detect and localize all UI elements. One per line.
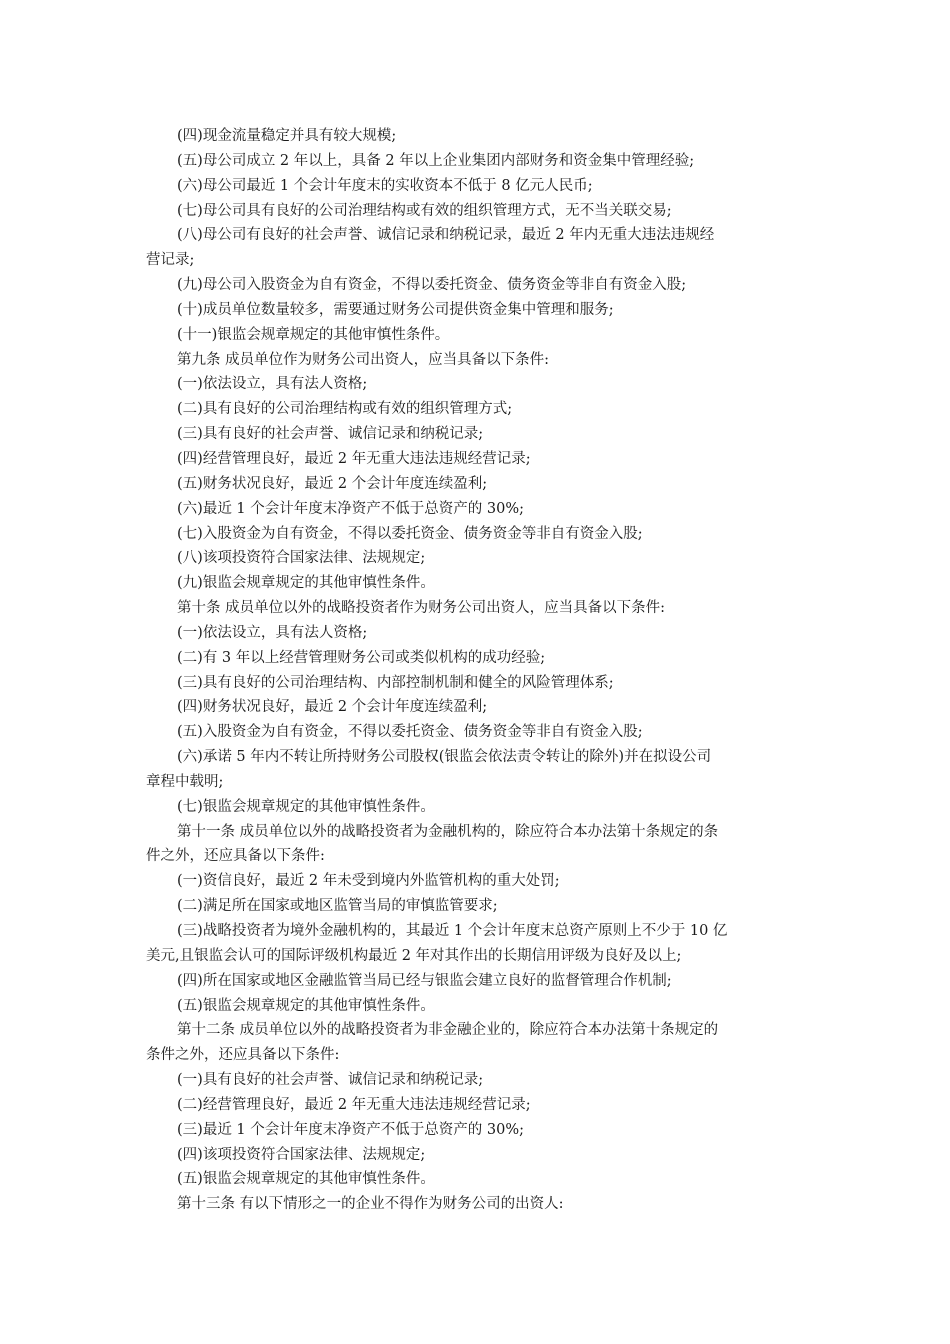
text-line: (三)战略投资者为境外金融机构的，其最近 1 个会计年度末总资产原则上不少于 10 亿 (177, 923, 728, 939)
text-line: 第十一条 成员单位以外的战略投资者为金融机构的，除应符合本办法第十条规定的条 (177, 823, 719, 840)
text-line: (一)具有良好的社会声誉、诚信记录和纳税记录; (177, 1072, 484, 1089)
text-line: (四)财务状况良好，最近 2 个会计年度连续盈利; (177, 699, 488, 716)
text-line: (四)该项投资符合国家法律、法规规定; (177, 1146, 426, 1163)
text-line: 条件之外，还应具备以下条件: (146, 1047, 340, 1064)
text-line: 第十三条 有以下情形之一的企业不得作为财务公司的出资人: (177, 1196, 564, 1213)
text-line: 营记录; (146, 252, 195, 269)
text-line: (四)现金流量稳定并具有较大规模; (177, 128, 397, 144)
text-line: (五)银监会规章规定的其他审慎性条件。 (177, 997, 435, 1014)
text-line: (四)所在国家或地区金融监管当局已经与银监会建立良好的监督管理合作机制; (177, 972, 672, 989)
text-line: (五)入股资金为自有资金，不得以委托资金、债务资金等非自有资金入股; (177, 724, 643, 741)
text-line: (三)最近 1 个会计年度末净资产不低于总资产的 30%; (177, 1121, 524, 1138)
text-line: (八)母公司有良好的社会声誉、诚信记录和纳税记录，最近 2 年内无重大违法违规经 (177, 227, 715, 244)
text-line: (五)银监会规章规定的其他审慎性条件。 (177, 1171, 435, 1188)
text-line: (七)银监会规章规定的其他审慎性条件。 (177, 798, 435, 815)
text-line: 美元,且银监会认可的国际评级机构最近 2 年对其作出的长期信用评级为良好及以上; (146, 947, 682, 964)
text-line: (二)有 3 年以上经营管理财务公司或类似机构的成功经验; (177, 649, 546, 666)
text-line: (二)满足所在国家或地区监管当局的审慎监管要求; (177, 898, 498, 915)
text-line: (一)依法设立，具有法人资格; (177, 376, 368, 393)
document-page (146, 124, 806, 1217)
text-line: (十一)银监会规章规定的其他审慎性条件。 (177, 326, 450, 343)
text-line: (六)最近 1 个会计年度末净资产不低于总资产的 30%; (177, 500, 524, 517)
text-line: (九)银监会规章规定的其他审慎性条件。 (177, 575, 435, 592)
text-line: 件之外，还应具备以下条件: (146, 848, 325, 865)
text-line: 第十二条 成员单位以外的战略投资者为非金融企业的，除应符合本办法第十条规定的 (177, 1022, 719, 1039)
text-line: (六)母公司最近 1 个会计年度末的实收资本不低于 8 亿元人民币; (177, 177, 593, 194)
text-line: (七)入股资金为自有资金，不得以委托资金、债务资金等非自有资金入股; (177, 525, 643, 542)
text-line: (四)经营管理良好，最近 2 年无重大违法违规经营记录; (177, 450, 531, 467)
text-line: (八)该项投资符合国家法律、法规规定; (177, 550, 426, 567)
text-line: (十)成员单位数量较多，需要通过财务公司提供资金集中管理和服务; (177, 301, 614, 318)
text-line: (一)依法设立，具有法人资格; (177, 624, 368, 641)
text-line: (二)具有良好的公司治理结构或有效的组织管理方式; (177, 401, 513, 418)
text-line: (七)母公司具有良好的公司治理结构或有效的组织管理方式，无不当关联交易; (177, 202, 672, 219)
text-line: 第九条 成员单位作为财务公司出资人，应当具备以下条件: (177, 351, 549, 368)
text-line: (二)经营管理良好，最近 2 年无重大违法违规经营记录; (177, 1096, 531, 1113)
text-line: (五)财务状况良好，最近 2 个会计年度连续盈利; (177, 475, 488, 492)
text-line: 第十条 成员单位以外的战略投资者作为财务公司出资人，应当具备以下条件: (177, 600, 665, 617)
text-line: (六)承诺 5 年内不转让所持财务公司股权(银监会依法责令转让的除外)并在拟设公司 (177, 749, 712, 766)
text-line: (五)母公司成立 2 年以上，具备 2 年以上企业集团内部财务和资金集中管理经验; (177, 152, 695, 169)
text-line: (九)母公司入股资金为自有资金，不得以委托资金、债务资金等非自有资金入股; (177, 277, 687, 294)
text-line: (三)具有良好的社会声誉、诚信记录和纳税记录; (177, 426, 484, 443)
text-line: (三)具有良好的公司治理结构、内部控制机制和健全的风险管理体系; (177, 674, 614, 691)
text-line: 章程中载明; (146, 773, 224, 790)
text-line: (一)资信良好，最近 2 年未受到境内外监管机构的重大处罚; (177, 873, 560, 890)
